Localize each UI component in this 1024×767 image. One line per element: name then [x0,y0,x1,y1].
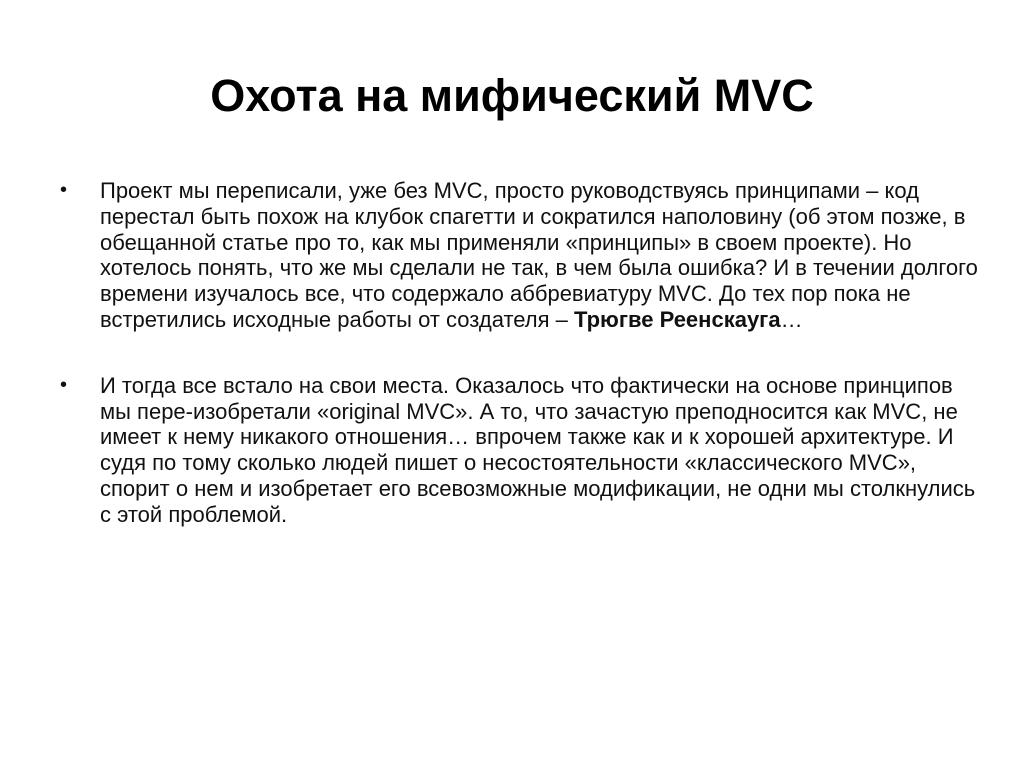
bullet-item-2 [56,373,981,528]
bullet-text-1-ellipsis: … [780,306,803,332]
bullet-text-1 [100,178,981,333]
bullet-list [56,178,981,568]
bullet-marker: • [60,373,68,396]
author-name: Трюгве Реенскауга [574,306,781,332]
slide-title: Охота на мифический MVC [210,70,814,121]
bullet-marker: • [60,179,68,201]
bullet-text-1-main: Проект мы переписали, уже без MVC, просто руководствуясь принципами – код перестал быть похож на клубок спагетти и сократился наполовину (об этом позже, в обещанной статье про то, как мы применяли «принципы» в своем проекте). Но хотелось понять, что же мы сделали не так, в чем была ошибка? И в течении долгого времени изучалось все, что содержало аббревиатуру MVC. До тех пор пока не встретились исходные работы от создателя – [100,178,978,332]
bullet-text-2: И тогда все встало на свои места. Оказалось что фактически на основе принципов мы пере-изобретали «original MVC». А то, что зачастую преподносится как MVC, не имеет к нему никакого отношения… впрочем также как и к хорошей архитектуре. И судя по тому сколько людей пишет о несостоятельности «классического MVC», спорит о нем и изобретает его всевозможные модификации, не одни мы столкнулись с этой проблемой. [100,372,976,527]
bullet-item-1 [56,178,981,333]
